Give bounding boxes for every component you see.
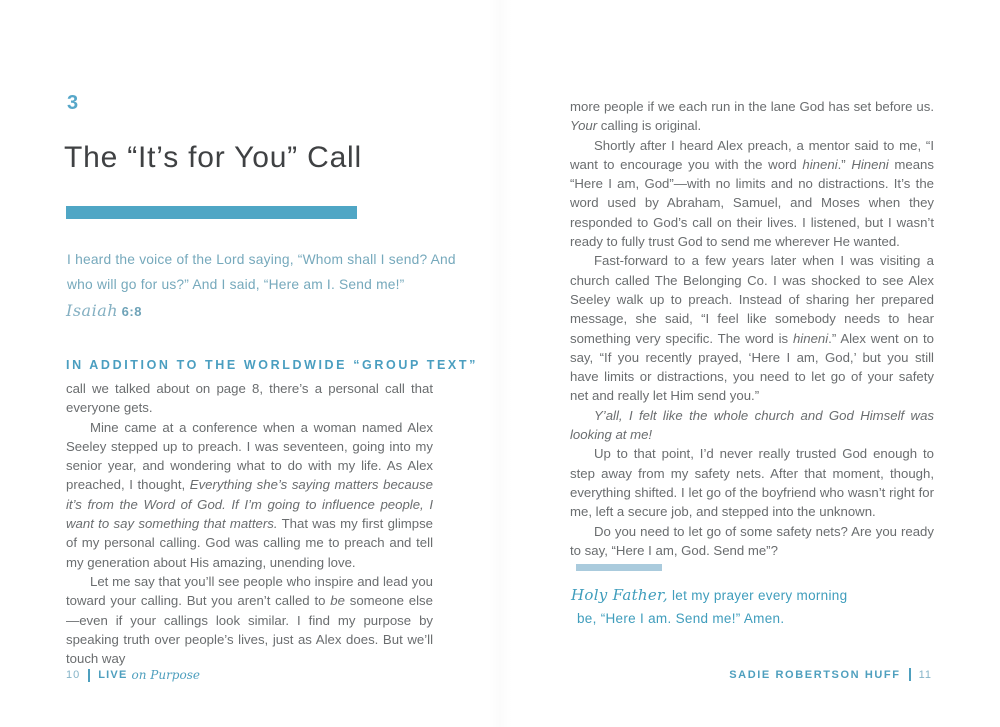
- prayer-line-1: let my prayer every morning: [667, 588, 848, 603]
- chapter-number: 3: [67, 92, 79, 114]
- epigraph-reference: [66, 301, 142, 320]
- body-paragraph: call we talked about on page 8, there’s a personal call that everyone gets.: [66, 381, 433, 416]
- right-page-body: [570, 97, 934, 560]
- epigraph-verse: 6:8: [121, 304, 142, 319]
- left-page-body: [66, 379, 433, 668]
- body-paragraph: Up to that point, I’d never really trusted God enough to step away from my safety nets. After that moment, though, everything shifted. I let go of the boyfriend who wasn’t right for me, left a secure job, and stepped into the unknown.: [570, 446, 934, 520]
- book-title-caps: LIVE: [98, 669, 128, 681]
- right-page-footer: [729, 668, 932, 681]
- body-paragraph: Do you need to let go of some safety nets? Are you ready to say, “Here I am, God. Send me”?: [570, 523, 934, 558]
- prayer-line-2: be, “Here I am. Send me!” Amen.: [577, 611, 785, 626]
- section-lead-in: IN ADDITION TO THE WORLDWIDE “GROUP TEXT”: [66, 358, 478, 372]
- body-paragraph: Fast-forward to a few years later when I was visiting a church called The Belonging Co. I was shocked to see Alex Seeley walk up to preach. Instead of sharing her prepared message, she said, “I feel like somebody needs to hear something very specific. The word is hineni.” Alex went on to say, “If you recently prayed, ‘Here I am, God,’ but you still have limits or distractions, you need to let go of your safety net and really let Him send you.”: [570, 253, 934, 404]
- epigraph-book: Isaiah: [66, 301, 119, 320]
- page-gutter: [488, 0, 512, 727]
- body-paragraph: Shortly after I heard Alex preach, a mentor said to me, “I want to encourage you with the word hineni.” Hineni means “Here I am, God”—with no limits and no distractions. It’s the word used by Abraham, Samuel, and Moses when they responded to God’s call on their lives. I listened, but I wasn’t ready to fully trust God to send me wherever He wanted.: [570, 137, 934, 250]
- left-page-number: 10: [66, 669, 81, 681]
- epigraph-quote: [67, 247, 467, 297]
- left-page-footer: [66, 668, 200, 682]
- epigraph-line-1: I heard the voice of the Lord saying, “Whom shall I send? And: [67, 252, 456, 267]
- body-paragraph: more people if we each run in the lane God has set before us. Your calling is original.: [570, 99, 934, 134]
- body-paragraph: Let me say that you’ll see people who inspire and lead you toward your calling. But you aren’t called to be someone else—even if your callings look similar. I find my purpose by speaking truth over people’s lives, just as Alex does. But we’ll touch way: [66, 573, 433, 667]
- prayer-salutation: Holy Father,: [571, 586, 668, 604]
- author-name: SADIE ROBERTSON HUFF: [729, 668, 901, 681]
- body-paragraph: Mine came at a conference when a woman named Alex Seeley stepped up to preach. I was seventeen, going into my senior year, and wondering what to do with my life. As Alex preached, I thought, Everything she’s saying matters because it’s from the Word of God. If I’m going to influence people, I want to say something that matters. That was my first glimpse of my personal calling. God was calling me to preach and tell my generation about His amazing, unending love.: [66, 419, 434, 570]
- body-paragraph: Y’all, I felt like the whole church and God Himself was looking at me!: [570, 407, 934, 443]
- footer-divider: [909, 668, 911, 681]
- prayer-accent-bar: [576, 564, 662, 571]
- chapter-title: The “It’s for You” Call: [64, 141, 362, 174]
- footer-divider: [88, 669, 90, 682]
- right-page-number: 11: [918, 668, 932, 681]
- chapter-accent-bar: [66, 206, 357, 219]
- epigraph-line-2: who will go for us?” And I said, “Here am I. Send me!”: [67, 277, 405, 292]
- book-title-script: on Purpose: [131, 668, 200, 682]
- prayer-text: [571, 584, 951, 630]
